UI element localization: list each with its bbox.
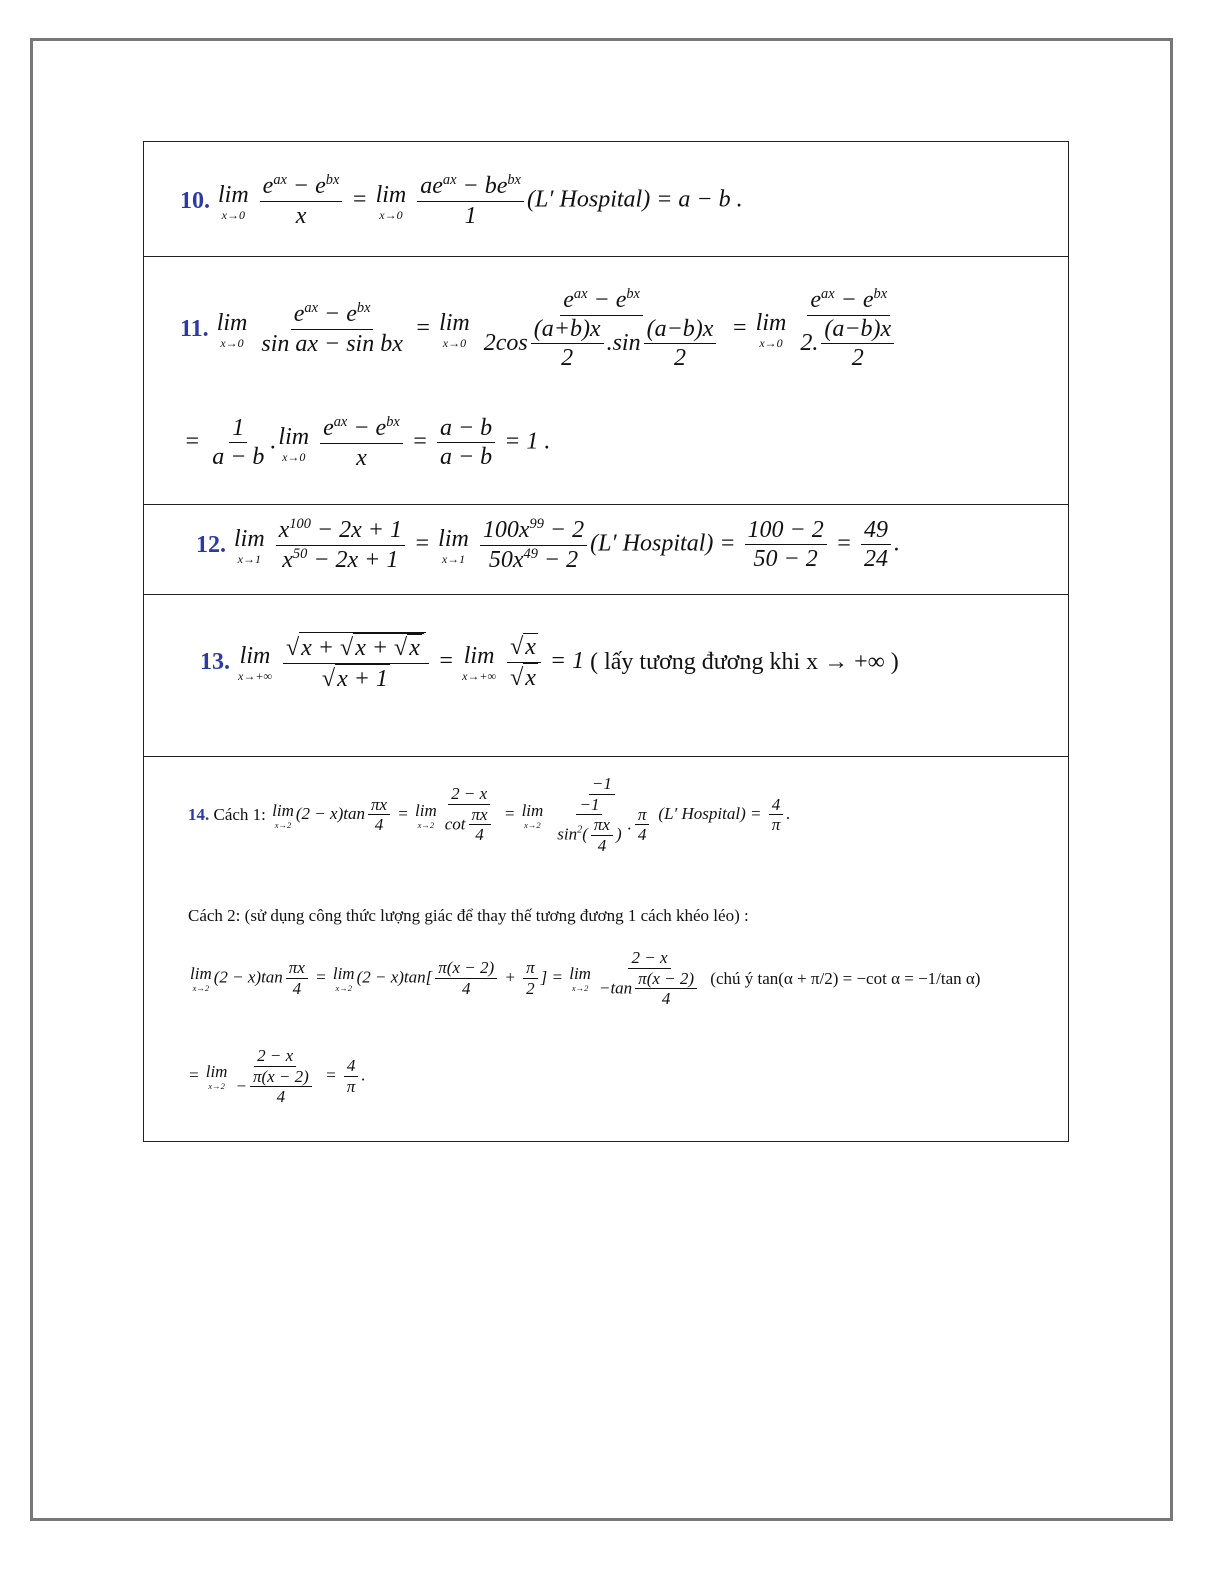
item-number: 12. xyxy=(196,531,226,558)
solutions-table xyxy=(143,141,1069,1142)
method-1-equation: lim x→2 (2 − x)tan $\frac{\pi x}{4}$ = lim x→2 2 − x cot $\frac{\pi x}{4}$ = lim x→2 −1 −1 $\sin^2$( $\frac{\pi x}{4}$ ) . $\frac{\pi}{4}$ (L′ Hospital) = $\frac{4}{\pi}$ . xyxy=(272,774,791,855)
method-2-label: Cách 2: (sử dụng công thức lượng giác để thay thế tương đương 1 cách khéo léo) : xyxy=(188,906,749,925)
equation-line-1: lim x→0 $\frac{e^{ax} - e^{bx}}{\text{sin ax − sin bx}}$ = lim x→0 $e^{ax} - e^{bx}$ 2cos $\frac{(a+b)x}{2}$ .sin $\frac{(a-b)x}{2}$ = lim x→0 $e^{ax} - e^{bx}$ 2. $\frac{(a-b)x}{2}$ xyxy=(215,286,903,373)
item-number: 14. xyxy=(188,805,210,825)
item-11 xyxy=(144,256,1068,505)
method-2-note: (chú ý tan(α + π/2) = −cot α = −1/tan α) xyxy=(710,968,981,988)
equation: lim x→1 $\frac{x^{100} - 2x + 1}{x^{50} - 2x + 1}$ = lim x→1 $\frac{100x^{99} - 2}{50x^{49} - 2}$ (L′ Hospital) = $\frac{100 - 2}{50 - 2}$ = $\frac{49}{24}$ . xyxy=(234,516,900,573)
item-12 xyxy=(144,504,1068,595)
method-2-equation: lim x→2 (2 − x)tan $\frac{\pi x}{4}$ = lim x→2 (2 − x)tan[ $\frac{\pi(x - 2)}{4}$ + $\frac{\pi}{2}$ ] = lim x→2 2 − x −tan $\frac{\pi(x - 2)}{4}$ xyxy=(188,948,706,1009)
item-14 xyxy=(144,756,1068,1143)
item-number: 13. xyxy=(200,649,230,676)
item-10 xyxy=(144,142,1068,257)
equivalence-note: ( lấy tương đương khi x → +∞ ) xyxy=(590,649,899,676)
item-number: 10. xyxy=(180,187,210,214)
equation: lim x→+∞ $\frac{√x + √x + √x}{√x + 1}$ = lim x→+∞ $\frac{√x}{√x}$ = 1 xyxy=(238,634,585,692)
item-number: 11. xyxy=(180,315,209,342)
method-2-result: = lim x→2 2 − x − $\frac{\pi(x - 2)}{4}$ = $\frac{4}{\pi}$ . xyxy=(188,1046,366,1107)
method-1-label: Cách 1: xyxy=(213,805,266,825)
equation-line-2: = $\frac{1}{a - b}$ .lim x→0 $\frac{e^{ax} - e^{bx}}{x}$ = $\frac{a - b}{a - b}$ = 1 . xyxy=(184,414,551,471)
equation: lim x→0 $\frac{e^{ax} - e^{bx}}{x}$ = lim x→0 $\frac{ae^{ax} - be^{bx}}{1}$ (L′ Hospital) = a − b . xyxy=(218,172,743,229)
item-13 xyxy=(144,594,1068,757)
